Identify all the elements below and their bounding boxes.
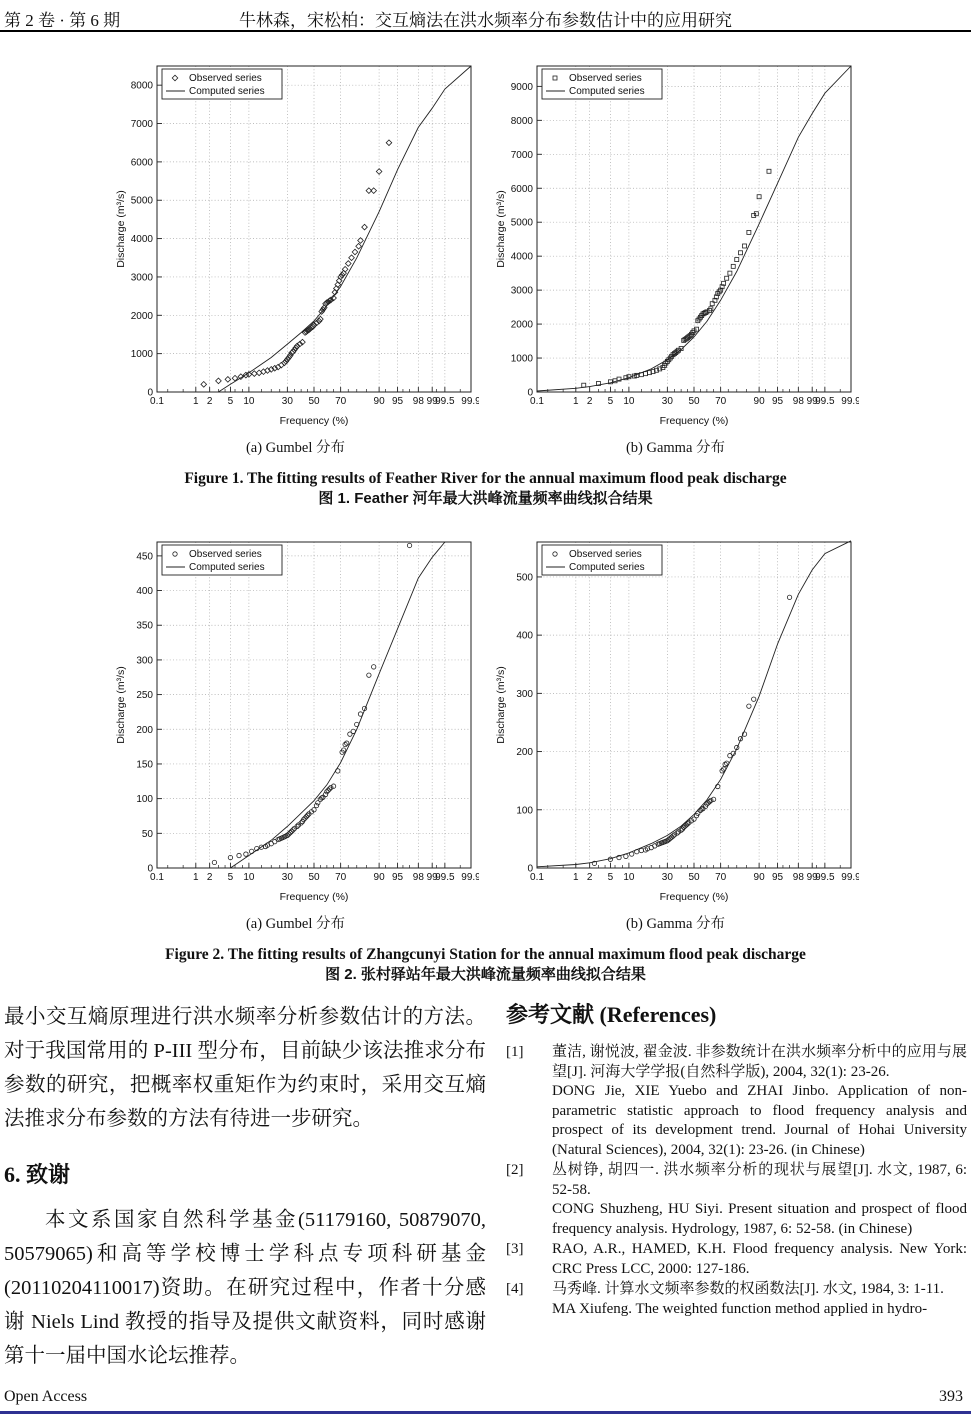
svg-text:8000: 8000 (510, 115, 533, 127)
svg-text:400: 400 (515, 630, 533, 642)
svg-text:2000: 2000 (510, 319, 533, 331)
svg-text:0.1: 0.1 (149, 872, 164, 883)
svg-text:0.1: 0.1 (529, 396, 544, 407)
svg-text:99.5: 99.5 (434, 396, 455, 407)
svg-text:8000: 8000 (130, 80, 153, 92)
chart-zhangcunyi-gumbel (113, 532, 479, 906)
svg-text:Observed series: Observed series (568, 73, 642, 84)
acknowledgement-paragraph: 本文系国家自然科学基金(51179160, 50879070, 50579065)和高等学校博士学科点专项科研基金(20110204110017)资助。在研究过程中，作者十分感谢 Niels Lind 教授的指导及提供文献资料，同时感谢第十一届中国水论坛推荐。 (4, 1209, 486, 1367)
svg-text:200: 200 (515, 747, 533, 759)
page-header (0, 0, 971, 32)
svg-text:98: 98 (412, 396, 424, 407)
figure-1 (0, 56, 971, 509)
figure-2-subcaption-b: (b) Gamma 分布 (625, 916, 726, 932)
svg-text:99: 99 (806, 872, 818, 883)
svg-text:50: 50 (307, 396, 320, 407)
svg-text:5000: 5000 (130, 195, 153, 207)
svg-text:Computed series: Computed series (568, 86, 645, 97)
reference-item (506, 1043, 967, 1160)
svg-text:90: 90 (373, 872, 385, 883)
figure-1-subcaption-a: (a) Gumbel 分布 (245, 440, 346, 456)
svg-text:99.5: 99.5 (434, 872, 455, 883)
svg-text:7000: 7000 (130, 119, 153, 131)
svg-text:5: 5 (607, 396, 613, 407)
footer-page-number: 393 (939, 1388, 963, 1405)
svg-text:Computed series: Computed series (188, 562, 265, 573)
reference-number: [4] (506, 1281, 524, 1297)
svg-text:1000: 1000 (510, 353, 533, 365)
figure-1-subcaption-b: (b) Gamma 分布 (625, 440, 726, 456)
svg-text:Frequency (%): Frequency (%) (659, 415, 728, 427)
svg-text:30: 30 (661, 396, 673, 407)
svg-text:5: 5 (227, 396, 233, 407)
svg-text:90: 90 (373, 396, 385, 407)
svg-text:Computed series: Computed series (188, 86, 265, 97)
svg-text:Computed series: Computed series (568, 562, 645, 573)
figure-2-caption-en: Figure 2. The fitting results of Zhangcunyi Station for the annual maximum flood peak discharge (165, 946, 806, 963)
reference-text (552, 1161, 967, 1239)
svg-text:500: 500 (515, 572, 533, 584)
chart-zhangcunyi-gamma (493, 532, 859, 906)
svg-text:50: 50 (141, 828, 153, 840)
svg-text:4000: 4000 (130, 234, 153, 246)
running-title: 牛林森，宋松柏：交互熵法在洪水频率分布参数估计中的应用研究 (239, 11, 732, 30)
svg-text:9000: 9000 (510, 81, 533, 93)
svg-text:70: 70 (714, 872, 726, 883)
chart-feather-gamma (493, 56, 859, 430)
svg-text:98: 98 (792, 872, 804, 883)
svg-text:50: 50 (687, 396, 700, 407)
left-column (4, 1000, 486, 1373)
svg-text:70: 70 (334, 396, 346, 407)
svg-text:95: 95 (391, 872, 403, 883)
chart-svg (113, 532, 479, 906)
svg-text:Discharge (m³/s): Discharge (m³/s) (494, 190, 507, 268)
svg-text:90: 90 (753, 396, 765, 407)
figure-1-caption-en: Figure 1. The fitting results of Feather River for the annual maximum flood peak discharge (184, 470, 787, 487)
svg-text:4000: 4000 (510, 251, 533, 263)
svg-text:Discharge (m³/s): Discharge (m³/s) (494, 666, 507, 744)
svg-text:70: 70 (334, 872, 346, 883)
svg-text:1: 1 (572, 872, 579, 883)
svg-text:3000: 3000 (510, 285, 533, 297)
svg-text:98: 98 (412, 872, 424, 883)
svg-text:450: 450 (135, 551, 153, 563)
svg-text:5: 5 (227, 872, 233, 883)
svg-text:100: 100 (135, 794, 153, 806)
svg-text:99: 99 (426, 872, 438, 883)
references-heading: 参考文献 (References) (506, 1002, 717, 1027)
svg-text:3000: 3000 (130, 272, 153, 284)
figure-2-caption-zh: 图 2. 张村驿站年最大洪峰流量频率曲线拟合结果 (325, 966, 646, 983)
reference-text-part: DONG Jie, XIE Yuebo and ZHAI Jinbo. Application of non-parametric statistic approach to flood frequency analysis and prospect of its development trend. Journal of Hohai University (Natural Sciences), 2004, 32(1): 23-26. (in Chinese) (552, 1083, 967, 1158)
svg-text:300: 300 (135, 655, 153, 667)
svg-text:10: 10 (242, 396, 254, 407)
svg-text:99: 99 (426, 396, 438, 407)
svg-text:99.5: 99.5 (814, 396, 835, 407)
svg-text:400: 400 (135, 586, 153, 598)
svg-text:Frequency (%): Frequency (%) (279, 415, 348, 427)
reference-item (506, 1161, 967, 1239)
reference-text-part: 董洁, 谢悦波, 翟金波. 非参数统计在洪水频率分析中的应用与展望[J]. 河海大学学报(自然科学版), 2004, 32(1): 23-26. (552, 1044, 967, 1080)
svg-text:50: 50 (307, 872, 320, 883)
figure-2-subcaption-a: (a) Gumbel 分布 (245, 916, 346, 932)
reference-text (552, 1043, 967, 1160)
reference-text-part: 丛树铮, 胡四一. 洪水频率分析的现状与展望[J]. 水文, 1987, 6: 52-58. (552, 1162, 967, 1198)
reference-item (506, 1280, 967, 1319)
svg-text:10: 10 (622, 396, 634, 407)
reference-number: [3] (506, 1241, 524, 1257)
reference-item (506, 1240, 967, 1279)
svg-text:98: 98 (792, 396, 804, 407)
acknowledgement-heading: 6. 致谢 (4, 1162, 71, 1187)
chart-svg (113, 56, 479, 430)
svg-text:0: 0 (146, 387, 153, 399)
svg-text:1: 1 (192, 396, 199, 407)
reference-text-part: RAO, A.R., HAMED, K.H. Flood frequency analysis. New York: CRC Press LCC, 2000: 127-186. (552, 1241, 967, 1277)
svg-text:Observed series: Observed series (188, 549, 262, 560)
svg-text:70: 70 (714, 396, 726, 407)
svg-text:Observed series: Observed series (568, 549, 642, 560)
svg-text:30: 30 (281, 872, 293, 883)
reference-text (552, 1240, 967, 1279)
svg-text:350: 350 (135, 620, 153, 632)
svg-text:0: 0 (146, 863, 153, 875)
svg-text:Discharge (m³/s): Discharge (m³/s) (114, 666, 127, 744)
svg-text:7000: 7000 (510, 149, 533, 161)
reference-number: [1] (506, 1044, 524, 1060)
svg-text:1000: 1000 (130, 349, 153, 361)
svg-text:30: 30 (661, 872, 673, 883)
svg-text:99.9: 99.9 (840, 872, 859, 883)
svg-text:Observed series: Observed series (188, 73, 262, 84)
reference-number: [2] (506, 1162, 524, 1178)
svg-text:5000: 5000 (510, 217, 533, 229)
chart-feather-gumbel (113, 56, 479, 430)
svg-text:250: 250 (135, 690, 153, 702)
svg-text:99.9: 99.9 (460, 396, 479, 407)
reference-text-part: MA Xiufeng. The weighted function method applied in hydro- (552, 1300, 928, 1317)
figure-1-caption-zh: 图 1. Feather 河年最大洪峰流量频率曲线拟合结果 (318, 490, 653, 507)
svg-text:99: 99 (806, 396, 818, 407)
right-column (506, 998, 967, 1320)
svg-text:99.9: 99.9 (840, 396, 859, 407)
svg-text:2: 2 (586, 872, 592, 883)
svg-text:2: 2 (206, 396, 212, 407)
svg-text:95: 95 (391, 396, 403, 407)
svg-text:6000: 6000 (130, 157, 153, 169)
svg-text:0.1: 0.1 (529, 872, 544, 883)
svg-text:2000: 2000 (130, 310, 153, 322)
svg-text:99.9: 99.9 (460, 872, 479, 883)
svg-text:1: 1 (192, 872, 199, 883)
svg-text:95: 95 (771, 872, 783, 883)
svg-text:Discharge (m³/s): Discharge (m³/s) (114, 190, 127, 268)
reference-text (552, 1280, 967, 1319)
footer-open-access: Open Access (4, 1388, 88, 1405)
svg-text:0: 0 (526, 387, 533, 399)
svg-text:6000: 6000 (510, 183, 533, 195)
references-list (506, 1043, 967, 1319)
chart-svg (493, 56, 859, 430)
reference-text-part: 马秀峰. 计算水文频率参数的权函数法[J]. 水文, 1984, 3: 1-11. (552, 1281, 944, 1297)
svg-text:95: 95 (771, 396, 783, 407)
svg-text:0.1: 0.1 (149, 396, 164, 407)
svg-text:10: 10 (622, 872, 634, 883)
svg-text:1: 1 (572, 396, 579, 407)
svg-text:5: 5 (607, 872, 613, 883)
svg-text:2: 2 (586, 396, 592, 407)
svg-text:200: 200 (135, 724, 153, 736)
svg-text:300: 300 (515, 688, 533, 700)
figure-2 (0, 532, 971, 985)
svg-text:99.5: 99.5 (814, 872, 835, 883)
svg-text:2: 2 (206, 872, 212, 883)
svg-text:30: 30 (281, 396, 293, 407)
svg-text:90: 90 (753, 872, 765, 883)
svg-text:Frequency (%): Frequency (%) (659, 891, 728, 903)
body-paragraph: 最小交互熵原理进行洪水频率分析参数估计的方法。对于我国常用的 P-III 型分布，目前缺少该法推求分布参数的研究，把概率权重矩作为约束时，采用交互熵法推求分布参数的方法有待进一步研究。 (4, 1006, 486, 1130)
reference-text-part: CONG Shuzheng, HU Siyi. Present situation and prospect of flood frequency analysis. Hydrology, 1987, 6: 52-58. (in Chinese) (552, 1201, 967, 1237)
chart-svg (493, 532, 859, 906)
svg-text:50: 50 (687, 872, 700, 883)
svg-text:Frequency (%): Frequency (%) (279, 891, 348, 903)
svg-text:150: 150 (135, 759, 153, 771)
issue-label: 第 2 卷 · 第 6 期 (4, 11, 121, 30)
svg-text:10: 10 (242, 872, 254, 883)
svg-text:100: 100 (515, 805, 533, 817)
svg-text:0: 0 (526, 863, 533, 875)
